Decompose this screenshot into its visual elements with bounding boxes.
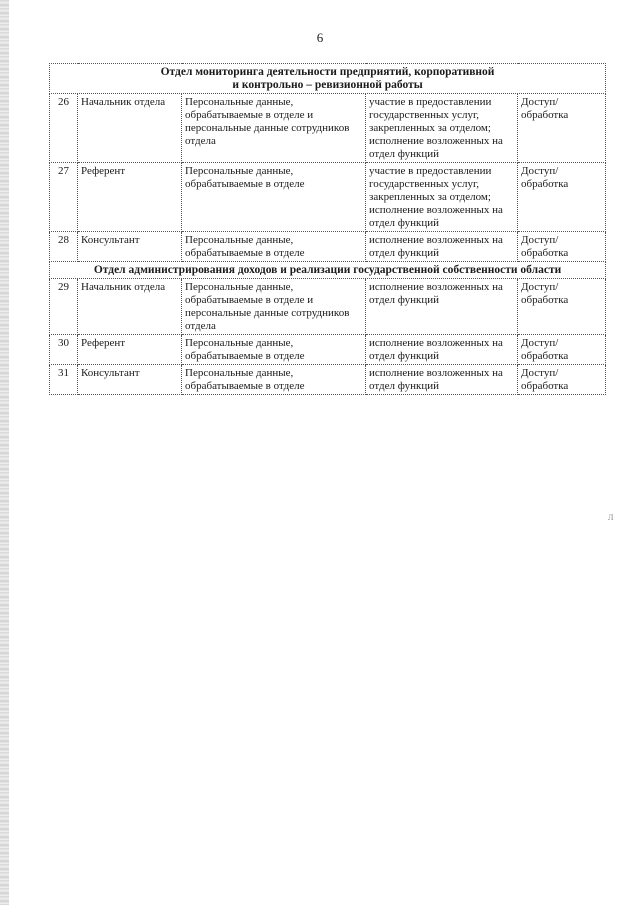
position-cell: Начальник отдела xyxy=(78,94,182,163)
row-number: 28 xyxy=(50,232,78,262)
access-cell: Доступ/ обработка xyxy=(518,163,606,232)
purpose-cell: исполнение возложенных на отдел функций xyxy=(366,279,518,335)
row-number: 30 xyxy=(50,335,78,365)
purpose-cell: исполнение возложенных на отдел функций xyxy=(366,232,518,262)
purpose-cell: исполнение возложенных на отдел функций xyxy=(366,365,518,395)
row-number: 29 xyxy=(50,279,78,335)
access-cell: Доступ/ обработка xyxy=(518,279,606,335)
section-header-row xyxy=(50,262,606,279)
section-title: Отдел мониторинга деятельности предприятий, корпоративной и контрольно – ревизионной работы xyxy=(50,64,606,94)
position-cell: Референт xyxy=(78,163,182,232)
table-row xyxy=(50,94,606,163)
margin-mark: Л xyxy=(608,513,614,522)
data-cell: Персональные данные, обрабатываемые в отделе xyxy=(182,232,366,262)
personal-data-access-table xyxy=(49,63,606,395)
position-cell: Консультант xyxy=(78,365,182,395)
section-header-row xyxy=(50,64,606,94)
scan-edge xyxy=(0,0,9,905)
page-number: 6 xyxy=(316,30,324,45)
position-cell: Начальник отдела xyxy=(78,279,182,335)
table-row xyxy=(50,365,606,395)
section-title: Отдел администрирования доходов и реализации государственной собственности области xyxy=(50,262,606,279)
access-cell: Доступ/ обработка xyxy=(518,335,606,365)
data-cell: Персональные данные, обрабатываемые в отделе xyxy=(182,335,366,365)
table-row xyxy=(50,335,606,365)
purpose-cell: участие в предоставлении государственных услуг, закрепленных за отделом; исполнение возложенных на отдел функций xyxy=(366,94,518,163)
row-number: 27 xyxy=(50,163,78,232)
access-cell: Доступ/ обработка xyxy=(518,365,606,395)
access-cell: Доступ/ обработка xyxy=(518,94,606,163)
table-row xyxy=(50,232,606,262)
row-number: 26 xyxy=(50,94,78,163)
table-body xyxy=(50,64,606,395)
position-cell: Референт xyxy=(78,335,182,365)
data-cell: Персональные данные, обрабатываемые в отделе и персональные данные сотрудников отдела xyxy=(182,279,366,335)
purpose-cell: исполнение возложенных на отдел функций xyxy=(366,335,518,365)
data-cell: Персональные данные, обрабатываемые в отделе xyxy=(182,163,366,232)
purpose-cell: участие в предоставлении государственных услуг, закрепленных за отделом; исполнение возложенных на отдел функций xyxy=(366,163,518,232)
row-number: 31 xyxy=(50,365,78,395)
access-cell: Доступ/ обработка xyxy=(518,232,606,262)
table-row xyxy=(50,163,606,232)
table-row xyxy=(50,279,606,335)
data-cell: Персональные данные, обрабатываемые в отделе и персональные данные сотрудников отдела xyxy=(182,94,366,163)
position-cell: Консультант xyxy=(78,232,182,262)
data-cell: Персональные данные, обрабатываемые в отделе xyxy=(182,365,366,395)
